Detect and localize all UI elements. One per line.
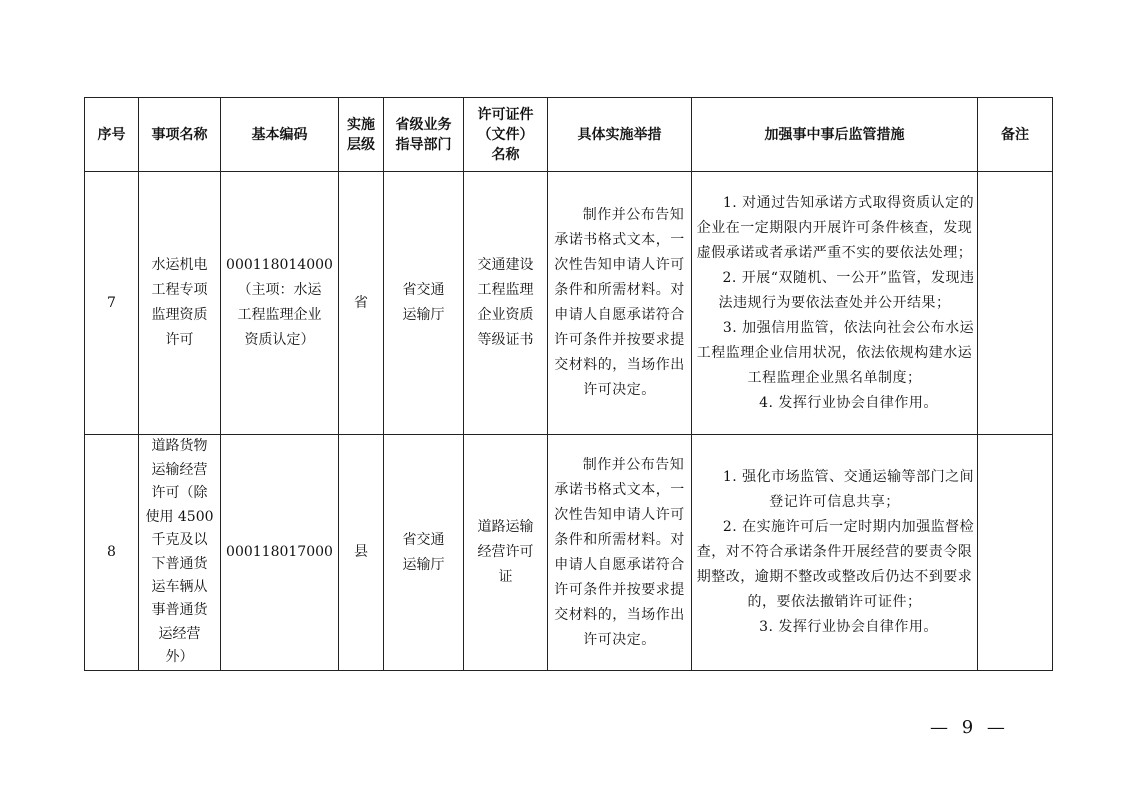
table-header-row xyxy=(85,98,1053,172)
header-remark: 备注 xyxy=(978,98,1053,172)
header-index: 序号 xyxy=(85,98,139,172)
item-dept: 省交通 运输厅 xyxy=(384,435,464,671)
item-level: 省 xyxy=(339,172,384,435)
header-code: 基本编码 xyxy=(221,98,339,172)
header-measures: 加强事中事后监管措施 xyxy=(692,98,978,172)
table-row xyxy=(85,435,1053,671)
item-remark xyxy=(978,172,1053,435)
item-doc: 道路运输 经营许可 证 xyxy=(464,435,548,671)
approval-items-table xyxy=(84,97,1053,671)
item-action: 制作并公布告知承诺书格式文本，一次性告知申请人许可条件和所需材料。对申请人自愿承诺符合许可条件并按要求提交材料的，当场作出许可决定。 xyxy=(548,435,692,671)
item-name: 道路货物 运输经营 许可（除 使用 4500 千克及以 下普通货 运车辆从 事普通货 运经营 外） xyxy=(139,435,221,671)
header-dept: 省级业务 指导部门 xyxy=(384,98,464,172)
item-level: 县 xyxy=(339,435,384,671)
item-doc: 交通建设 工程监理 企业资质 等级证书 xyxy=(464,172,548,435)
item-dept: 省交通 运输厅 xyxy=(384,172,464,435)
item-action: 制作并公布告知承诺书格式文本，一次性告知申请人许可条件和所需材料。对申请人自愿承诺符合许可条件并按要求提交材料的，当场作出许可决定。 xyxy=(548,172,692,435)
item-remark xyxy=(978,435,1053,671)
item-name: 水运机电 工程专项 监理资质 许可 xyxy=(139,172,221,435)
page-number: — 9 — xyxy=(930,717,1009,738)
item-code: 000118017000 xyxy=(221,435,339,671)
row-index: 8 xyxy=(85,435,139,671)
item-code: 000118014000 （主项：水运 工程监理企业 资质认定） xyxy=(221,172,339,435)
header-doc: 许可证件 （文件） 名称 xyxy=(464,98,548,172)
header-name: 事项名称 xyxy=(139,98,221,172)
header-action: 具体实施举措 xyxy=(548,98,692,172)
table-row xyxy=(85,172,1053,435)
item-measures: 1. 强化市场监管、交通运输等部门之间登记许可信息共享； 2. 在实施许可后一定时期内加强监督检查，对不符合承诺条件开展经营的要责令限期整改，逾期不整改或整改后仍达不到要求的，要依法撤销许可证件； 3. 发挥行业协会自律作用。 xyxy=(692,435,978,671)
header-level: 实施 层级 xyxy=(339,98,384,172)
item-measures: 1. 对通过告知承诺方式取得资质认定的企业在一定期限内开展许可条件核查，发现虚假承诺或者承诺严重不实的要依法处理； 2. 开展“双随机、一公开”监管，发现违法违规行为要依法查处并公开结果； 3. 加强信用监管，依法向社会公布水运工程监理企业信用状况，依法依规构建水运工程监理企业黑名单制度； 4. 发挥行业协会自律作用。 xyxy=(692,172,978,435)
row-index: 7 xyxy=(85,172,139,435)
